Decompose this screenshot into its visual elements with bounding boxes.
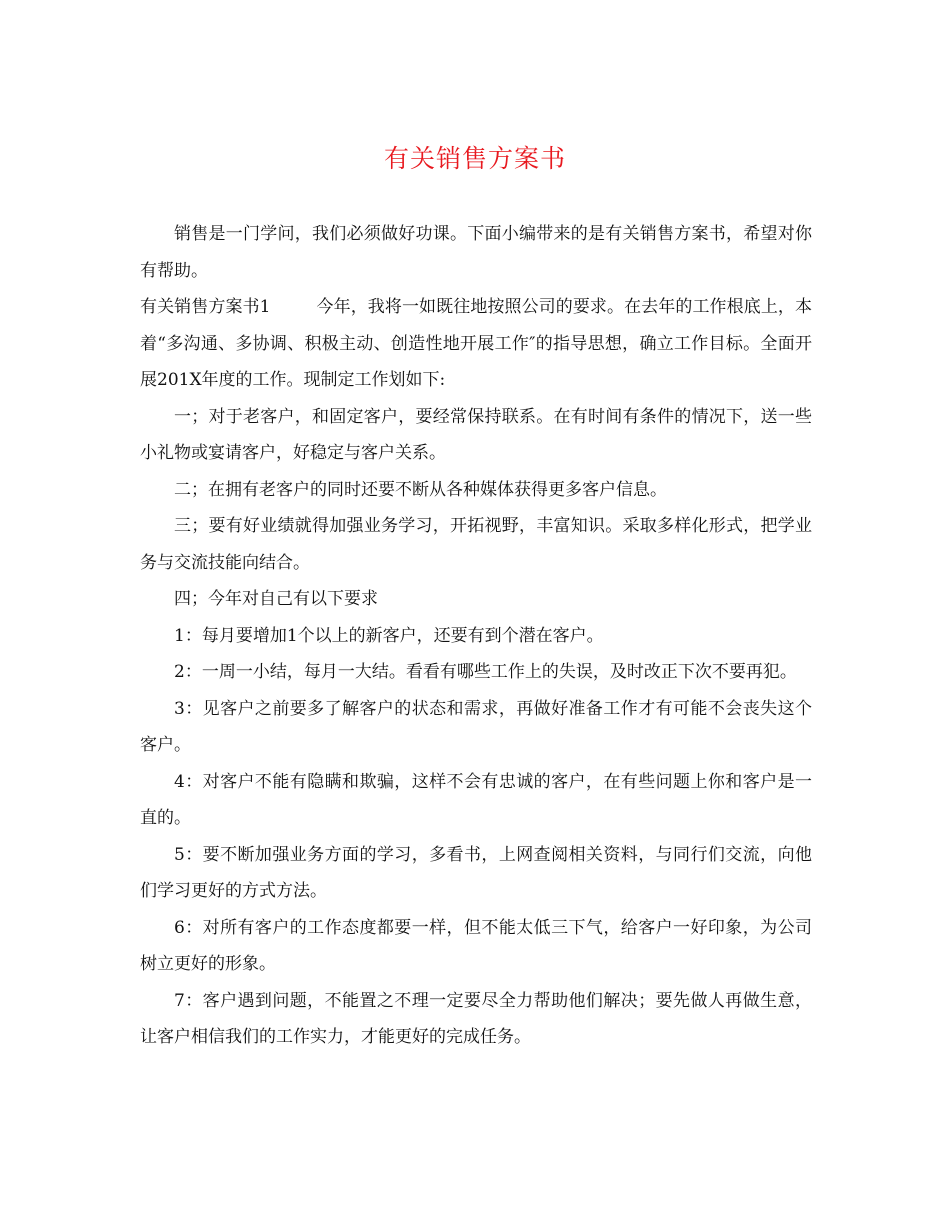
item-paragraph-2: 二；在拥有老客户的同时还要不断从各种媒体获得更多客户信息。	[174, 479, 667, 500]
section-text: 今年，我将一如既往地按照公司的要求。在去年的工作根底上，本着“多沟通、多协调、积极主动、创造性地开展工作″的指导思想，确立工作目标。全面开展201X年度的工作。现制定工作划如下:	[140, 297, 812, 390]
requirement-5: 5：要不断加强业务方面的学习，多看书，上网查阅相关资料，与同行们交流，向他们学习更好的方式方法。	[140, 844, 812, 901]
requirement-4: 4：对客户不能有隐瞒和欺骗，这样不会有忠诚的客户，在有些问题上你和客户是一直的。	[140, 771, 812, 828]
intro-paragraph: 销售是一门学问，我们必须做好功课。下面小编带来的是有关销售方案书，希望对你有帮助。	[140, 224, 812, 281]
requirement-6: 6：对所有客户的工作态度都要一样，但不能太低三下气，给客户一好印象，为公司树立更好的形象。	[140, 917, 812, 974]
section-paragraph	[140, 289, 812, 399]
requirement-2: 2：一周一小结，每月一大结。看看有哪些工作上的失误，及时改正下次不要再犯。	[174, 662, 797, 682]
requirement-1: 1：每月要增加1个以上的新客户，还要有到个潜在客户。	[174, 625, 604, 646]
item-paragraph-4: 四；今年对自己有以下要求	[174, 589, 378, 609]
requirement-3: 3：见客户之前要多了解客户的状态和需求，再做好准备工作才有可能不会丧失这个客户。	[140, 698, 812, 755]
section-label: 有关销售方案书1	[140, 297, 271, 317]
requirement-7: 7：客户遇到问题，不能置之不理一定要尽全力帮助他们解决；要先做人再做生意，让客户相信我们的工作实力，才能更好的完成任务。	[140, 990, 812, 1047]
item-paragraph-1: 一；对于老客户，和固定客户，要经常保持联系。在有时间有条件的情况下，送一些小礼物或宴请客户，好稳定与客户关系。	[140, 406, 812, 463]
document-title: 有关销售方案书	[383, 144, 566, 173]
document-body	[140, 216, 812, 1056]
item-paragraph-3: 三；要有好业绩就得加强业务学习，开拓视野，丰富知识。采取多样化形式，把学业务与交流技能向结合。	[140, 516, 812, 573]
